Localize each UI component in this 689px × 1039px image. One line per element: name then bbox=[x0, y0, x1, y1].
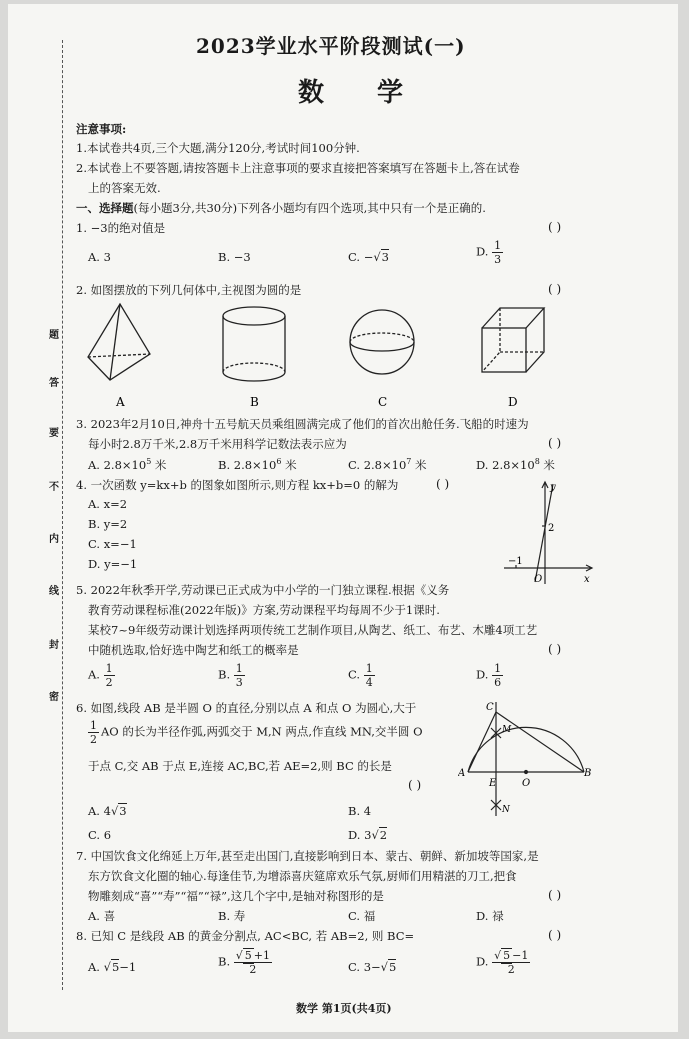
q7-option-d: D. 禄 bbox=[476, 909, 504, 923]
q1-option-a: A. 3 bbox=[88, 250, 111, 264]
q1-option-d: D. $\frac{1}{3}$ bbox=[476, 239, 502, 266]
q8-option-b: B. $\frac{√ 5 +1}{2}$ bbox=[218, 949, 270, 976]
question-2-stem: 2. 如图摆放的下列几何体中,主视图为圆的是 bbox=[76, 283, 302, 297]
question-6-line: 于点 C,交 AB 于点 E,连接 AC,BC,若 AE=2,则 BC 的长是 bbox=[88, 759, 392, 773]
question-3-line: 每小时2.8万千米,2.8万千米用科学记数法表示应为 bbox=[88, 437, 347, 451]
q4-option-a: A. x=2 bbox=[88, 497, 128, 511]
seal-char: 题 bbox=[49, 330, 59, 341]
answer-paren: ( ) bbox=[548, 642, 562, 656]
section-desc: (每小题3分,共30分)下列各小题均有四个选项,其中只有一个是正确的. bbox=[133, 201, 486, 215]
axis-x-label: x bbox=[584, 574, 590, 585]
answer-paren: ( ) bbox=[548, 282, 562, 296]
notice-item: 上的答案无效. bbox=[88, 181, 161, 195]
q5-option-a: A. $\frac{1}{2}$ bbox=[88, 662, 113, 689]
seal-line bbox=[62, 40, 63, 990]
q3-option-a: A. $2.8\times 10^5$ 米 bbox=[88, 457, 167, 472]
q4-option-b: B. y=2 bbox=[88, 517, 128, 531]
point-m: M bbox=[502, 725, 512, 735]
answer-paren: ( ) bbox=[408, 778, 422, 792]
q2-label: A bbox=[116, 395, 125, 409]
q3-option-d: D. $2.8\times 10^8$ 米 bbox=[476, 457, 555, 472]
notice-item: 1.本试卷共4页,三个大题,满分120分,考试时间100分钟. bbox=[76, 141, 360, 155]
q7-option-a: A. 喜 bbox=[88, 909, 116, 923]
q4-graph bbox=[500, 476, 600, 588]
point-n: N bbox=[502, 805, 510, 815]
axis-y-label: y bbox=[550, 482, 556, 493]
q1-option-b: B. −3 bbox=[218, 250, 251, 264]
q4-option-c: C. x=−1 bbox=[88, 537, 137, 551]
question-4-stem: 4. 一次函数 y=kx+b 的图象如图所示,则方程 kx+b=0 的解为 bbox=[76, 478, 399, 492]
seal-char: 不 bbox=[49, 482, 59, 493]
question-7-line: 7. 中国饮食文化绵延上万年,甚至走出国门,直接影响到日本、蒙古、朝鲜、新加坡等国家,是 bbox=[76, 849, 539, 863]
q6-option-b: B. 4 bbox=[348, 804, 372, 818]
q6-option-c: C. 6 bbox=[88, 828, 112, 842]
q6-option-a: A. 4√3 bbox=[88, 804, 127, 818]
q2-label: D bbox=[508, 395, 518, 409]
point-a: A bbox=[458, 768, 466, 779]
section-title: 一、选择题 bbox=[76, 201, 134, 215]
point-e: E bbox=[489, 778, 497, 789]
q2-label: C bbox=[378, 395, 388, 409]
question-6-line: 6. 如图,线段 AB 是半圆 O 的直径,分别以点 A 和点 O 为圆心,大于 bbox=[76, 701, 417, 715]
subject-title: 数 学 bbox=[298, 78, 426, 108]
point-c: C bbox=[486, 702, 494, 713]
sphere-shape bbox=[350, 310, 414, 374]
question-8-stem: 8. 已知 C 是线段 AB 的黄金分割点, AC<BC, 若 AB=2, 则 BC= bbox=[76, 929, 415, 943]
answer-paren: ( ) bbox=[548, 928, 562, 942]
q7-option-b: B. 寿 bbox=[218, 909, 246, 923]
q5-option-d: D. $\frac{1}{6}$ bbox=[476, 662, 502, 689]
q6-option-d: D. 3√2 bbox=[348, 828, 388, 842]
q5-option-b: B. $\frac{1}{3}$ bbox=[218, 662, 243, 689]
answer-paren: ( ) bbox=[436, 477, 450, 491]
question-1-stem: 1. −3的绝对值是 bbox=[76, 221, 166, 235]
answer-paren: ( ) bbox=[548, 220, 562, 234]
q8-option-c: C. 3−√5 bbox=[348, 960, 397, 974]
seal-char: 要 bbox=[49, 428, 59, 439]
cylinder-shape bbox=[223, 307, 285, 325]
question-5-line: 某校7~9年级劳动课计划选择两项传统工艺制作项目,从陶艺、纸工、布艺、木雕4项工艺 bbox=[88, 623, 538, 637]
seal-char: 答 bbox=[49, 378, 59, 389]
q4-option-d: D. y=−1 bbox=[88, 557, 138, 571]
question-5-line: 中随机选取,恰好选中陶艺和纸工的概率是 bbox=[88, 643, 299, 657]
q8-option-a: A. √5−1 bbox=[88, 960, 137, 974]
q5-option-c: C. $\frac{1}{4}$ bbox=[348, 662, 373, 689]
exam-title: 2023学业水平阶段测试(一) bbox=[196, 34, 466, 58]
question-7-line: 物雕刻成“喜”“寿”“福”“禄”,这几个字中,是轴对称图形的是 bbox=[88, 889, 384, 903]
seal-char: 封 bbox=[49, 640, 59, 651]
q7-option-c: C. 福 bbox=[348, 909, 376, 923]
question-5-line: 5. 2022年秋季开学,劳动课已正式成为中小学的一门独立课程.根据《义务 bbox=[76, 583, 450, 597]
question-6-line: $\frac{1}{2}$ AO 的长为半径作弧,两弧交于 M,N 两点,作直线 MN,交半圆 O bbox=[90, 719, 423, 746]
point-o: O bbox=[522, 778, 531, 789]
root-label: −1 bbox=[508, 556, 523, 567]
q6-semicircle-figure bbox=[458, 698, 594, 824]
point-b: B bbox=[584, 768, 592, 779]
answer-paren: ( ) bbox=[548, 888, 562, 902]
seal-char: 线 bbox=[49, 586, 59, 597]
q3-option-c: C. $2.8\times 10^7$ 米 bbox=[348, 457, 427, 472]
notice-heading: 注意事项: bbox=[76, 122, 127, 136]
q8-option-d: D. $\frac{√ 5 -1}{2}$ bbox=[476, 949, 529, 976]
q3-option-b: B. $2.8\times 10^6$ 米 bbox=[218, 457, 297, 472]
intercept-label: 2 bbox=[548, 523, 555, 534]
q2-label: B bbox=[250, 395, 259, 409]
answer-paren: ( ) bbox=[548, 436, 562, 450]
q1-option-c: C. −√3 bbox=[348, 250, 389, 264]
page-footer: 数学 第1页(共4页) bbox=[296, 1002, 392, 1015]
question-5-line: 教育劳动课程标准(2022年版)》方案,劳动课程平均每周不少于1课时. bbox=[88, 603, 440, 617]
q2-solids-figure bbox=[80, 302, 560, 412]
seal-char: 密 bbox=[49, 692, 59, 703]
origin-label: O bbox=[534, 574, 543, 585]
seal-char: 内 bbox=[49, 534, 59, 545]
question-7-line: 东方饮食文化圈的轴心.每逢佳节,为增添喜庆筵席欢乐气氛,厨师们用精湛的刀工,把食 bbox=[88, 869, 517, 883]
notice-item: 2.本试卷上不要答题,请按答题卡上注意事项的要求直接把答案填写在答题卡上,答在试卷 bbox=[76, 161, 520, 175]
question-3-line: 3. 2023年2月10日,神舟十五号航天员乘组圆满完成了他们的首次出舱任务.飞船的时速为 bbox=[76, 417, 529, 431]
